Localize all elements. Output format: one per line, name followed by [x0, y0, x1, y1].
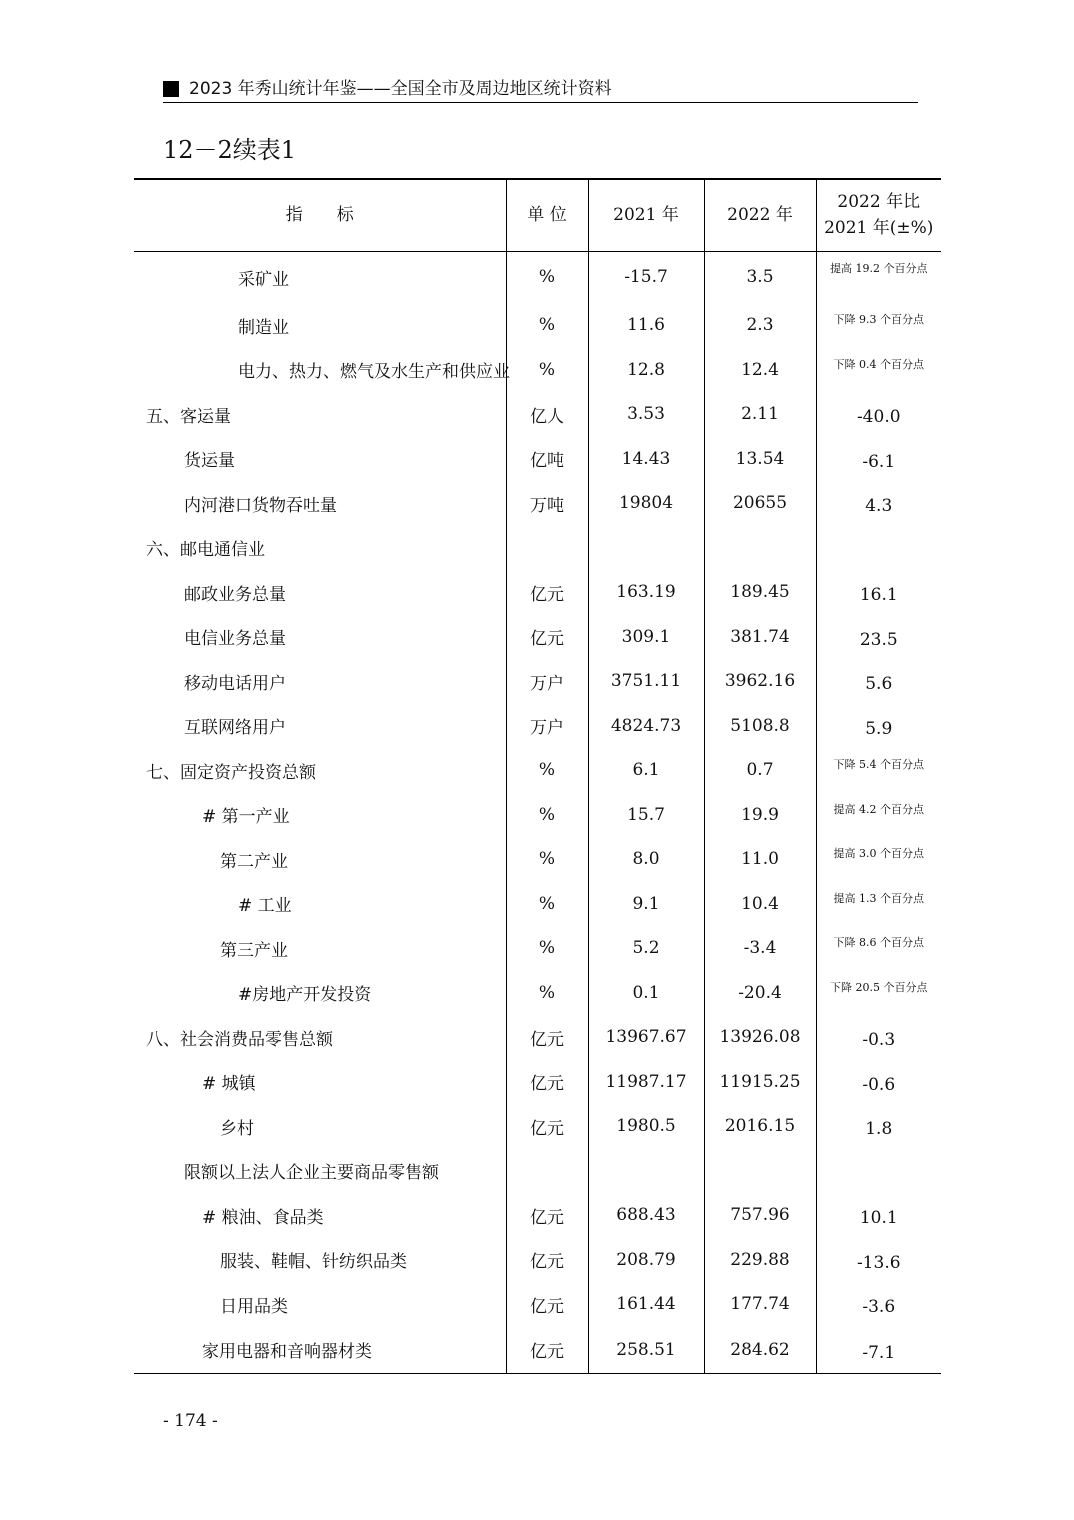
indicator-cell: 邮政业务总量 [184, 584, 286, 605]
indicator-cell: 五、客运量 [146, 406, 231, 427]
value-2021-cell [588, 526, 704, 571]
table-row [134, 303, 941, 348]
indicator-cell: 第二产业 [220, 851, 288, 872]
value-2022-cell: 2.3 [704, 303, 816, 348]
indicator-cell: 家用电器和音响器材类 [134, 1327, 506, 1374]
unit-cell: 亿元 [506, 615, 588, 660]
table-row [134, 1282, 941, 1327]
unit-cell: % [506, 348, 588, 393]
unit-cell [506, 526, 588, 571]
change-cell: -6.1 [816, 437, 941, 482]
value-2022-cell: 2016.15 [704, 1104, 816, 1149]
indicator-cell: 六、邮电通信业 [146, 540, 265, 561]
table-row [134, 437, 941, 482]
unit-cell: 万吨 [506, 481, 588, 526]
change-cell: 1.8 [816, 1104, 941, 1149]
value-2022-cell: 10.4 [704, 882, 816, 927]
running-header [163, 78, 918, 103]
unit-cell: 亿元 [506, 1327, 588, 1374]
value-2021-cell: 11.6 [588, 303, 704, 348]
value-2022-cell: -20.4 [704, 971, 816, 1016]
table-row [134, 1060, 941, 1105]
value-2022-cell: 19.9 [704, 793, 816, 838]
change-cell: 10.1 [816, 1193, 941, 1238]
indicator-cell: #房地产开发投资 [238, 985, 372, 1006]
indicator-cell: 第三产业 [220, 940, 288, 961]
statistics-table [134, 178, 941, 1374]
indicator-cell: 服装、鞋帽、针纺织品类 [220, 1252, 407, 1273]
indicator-cell: 电信业务总量 [184, 629, 286, 650]
value-2022-cell: 3.5 [704, 251, 816, 303]
change-cell: 23.5 [816, 615, 941, 660]
change-cell: 5.6 [816, 659, 941, 704]
value-2022-cell: 381.74 [704, 615, 816, 660]
indicator-cell: 八、社会消费品零售总额 [146, 1029, 333, 1050]
indicator-cell: 限额以上法人企业主要商品零售额 [184, 1163, 439, 1184]
table-row [134, 882, 941, 927]
indicator-cell: # 城镇 [202, 1074, 256, 1095]
unit-cell: % [506, 251, 588, 303]
unit-cell: 亿元 [506, 1238, 588, 1283]
indicator-cell: 货运量 [184, 451, 235, 472]
indicator-cell: 制造业 [238, 317, 289, 338]
change-cell: 提高 3.0 个百分点 [816, 837, 941, 882]
statistics-table-container [134, 178, 941, 1374]
value-2021-cell: 11987.17 [588, 1060, 704, 1105]
indicator-cell: 采矿业 [238, 269, 289, 290]
unit-cell: % [506, 303, 588, 348]
value-2022-cell: 11.0 [704, 837, 816, 882]
value-2021-cell: 6.1 [588, 748, 704, 793]
table-row [134, 837, 941, 882]
unit-cell: 亿元 [506, 570, 588, 615]
table-row [134, 793, 941, 838]
indicator-cell: # 粮油、食品类 [202, 1207, 324, 1228]
indicator-cell: 移动电话用户 [184, 673, 286, 694]
table-row [134, 348, 941, 393]
table-title: 12－2续表1 [163, 136, 297, 164]
unit-cell [506, 1149, 588, 1194]
unit-cell: 亿人 [506, 392, 588, 437]
value-2021-cell: 0.1 [588, 971, 704, 1016]
change-cell: 提高 19.2 个百分点 [816, 251, 941, 303]
value-2022-cell: 5108.8 [704, 704, 816, 749]
unit-cell: 万户 [506, 704, 588, 749]
unit-cell: 亿元 [506, 1015, 588, 1060]
column-header-2022: 2022 年 [704, 179, 816, 251]
table-row [134, 971, 941, 1016]
unit-cell: % [506, 971, 588, 1016]
value-2022-cell [704, 526, 816, 571]
table-row [134, 748, 941, 793]
value-2022-cell: -3.4 [704, 926, 816, 971]
value-2021-cell: 3.53 [588, 392, 704, 437]
indicator-cell: # 第一产业 [202, 807, 290, 828]
change-cell: -0.3 [816, 1015, 941, 1060]
change-cell: 提高 4.2 个百分点 [816, 793, 941, 838]
table-header-row [134, 179, 941, 251]
value-2021-cell: 8.0 [588, 837, 704, 882]
change-cell: 16.1 [816, 570, 941, 615]
value-2022-cell: 757.96 [704, 1193, 816, 1238]
value-2022-cell: 284.62 [704, 1327, 816, 1374]
unit-cell: % [506, 793, 588, 838]
change-cell: 下降 20.5 个百分点 [816, 971, 941, 1016]
table-row [134, 1238, 941, 1283]
value-2022-cell: 3962.16 [704, 659, 816, 704]
unit-cell: % [506, 748, 588, 793]
value-2022-cell: 0.7 [704, 748, 816, 793]
table-row [134, 1104, 941, 1149]
unit-cell: 亿元 [506, 1104, 588, 1149]
table-row [134, 926, 941, 971]
unit-cell: % [506, 882, 588, 927]
value-2021-cell: 309.1 [588, 615, 704, 660]
value-2021-cell: 14.43 [588, 437, 704, 482]
indicator-cell: 乡村 [220, 1118, 254, 1139]
value-2022-cell: 177.74 [704, 1282, 816, 1327]
value-2022-cell: 13926.08 [704, 1015, 816, 1060]
unit-cell: 亿元 [506, 1282, 588, 1327]
value-2021-cell: -15.7 [588, 251, 704, 303]
value-2022-cell: 12.4 [704, 348, 816, 393]
change-cell: 下降 0.4 个百分点 [816, 348, 941, 393]
header-square-icon [163, 81, 179, 97]
page-number: - 174 - [163, 1411, 218, 1431]
value-2021-cell: 1980.5 [588, 1104, 704, 1149]
table-row [134, 526, 941, 571]
table-row [134, 481, 941, 526]
value-2021-cell: 163.19 [588, 570, 704, 615]
change-cell: -7.1 [816, 1327, 941, 1374]
table-row [134, 1193, 941, 1238]
change-cell: -3.6 [816, 1282, 941, 1327]
value-2021-cell: 15.7 [588, 793, 704, 838]
value-2022-cell: 229.88 [704, 1238, 816, 1283]
change-cell: 4.3 [816, 481, 941, 526]
change-cell: -13.6 [816, 1238, 941, 1283]
table-row [134, 392, 941, 437]
table-row [134, 615, 941, 660]
value-2021-cell: 19804 [588, 481, 704, 526]
value-2021-cell: 258.51 [588, 1327, 704, 1374]
indicator-cell: 电力、热力、燃气及水生产和供应业 [238, 362, 510, 383]
value-2022-cell: 189.45 [704, 570, 816, 615]
table-row [134, 659, 941, 704]
value-2021-cell: 208.79 [588, 1238, 704, 1283]
unit-cell: % [506, 837, 588, 882]
value-2022-cell [704, 1149, 816, 1194]
column-header-indicator: 指 标 [134, 179, 506, 251]
value-2021-cell: 9.1 [588, 882, 704, 927]
value-2022-cell: 2.11 [704, 392, 816, 437]
change-cell: 提高 1.3 个百分点 [816, 882, 941, 927]
unit-cell: % [506, 926, 588, 971]
table-row [134, 1327, 941, 1374]
change-cell: 下降 9.3 个百分点 [816, 303, 941, 348]
unit-cell: 亿元 [506, 1193, 588, 1238]
value-2021-cell [588, 1149, 704, 1194]
change-cell [816, 526, 941, 571]
column-header-change [816, 179, 941, 251]
value-2021-cell: 161.44 [588, 1282, 704, 1327]
change-cell: 下降 5.4 个百分点 [816, 748, 941, 793]
table-row [134, 1015, 941, 1060]
change-cell: -0.6 [816, 1060, 941, 1105]
value-2022-cell: 13.54 [704, 437, 816, 482]
value-2022-cell: 20655 [704, 481, 816, 526]
indicator-cell: 内河港口货物吞吐量 [184, 495, 337, 516]
change-cell: 下降 8.6 个百分点 [816, 926, 941, 971]
table-row [134, 1149, 941, 1194]
value-2021-cell: 13967.67 [588, 1015, 704, 1060]
indicator-cell: 互联网络用户 [184, 718, 286, 739]
indicator-cell: # 工业 [238, 896, 292, 917]
unit-cell: 亿吨 [506, 437, 588, 482]
change-cell: -40.0 [816, 392, 941, 437]
table-row [134, 251, 941, 303]
table-row [134, 704, 941, 749]
change-cell: 5.9 [816, 704, 941, 749]
value-2021-cell: 3751.11 [588, 659, 704, 704]
value-2021-cell: 12.8 [588, 348, 704, 393]
value-2021-cell: 4824.73 [588, 704, 704, 749]
value-2021-cell: 5.2 [588, 926, 704, 971]
column-header-change-line2: 2021 年(±%) [824, 218, 934, 239]
value-2021-cell: 688.43 [588, 1193, 704, 1238]
table-row [134, 570, 941, 615]
indicator-cell: 七、固定资产投资总额 [146, 762, 316, 783]
indicator-cell: 日用品类 [220, 1296, 288, 1317]
change-cell [816, 1149, 941, 1194]
column-header-unit: 单 位 [506, 179, 588, 251]
column-header-change-line1: 2022 年比 [837, 192, 921, 213]
header-title: 2023 年秀山统计年鉴——全国全市及周边地区统计资料 [189, 79, 612, 99]
column-header-2021: 2021 年 [588, 179, 704, 251]
unit-cell: 万户 [506, 659, 588, 704]
value-2022-cell: 11915.25 [704, 1060, 816, 1105]
unit-cell: 亿元 [506, 1060, 588, 1105]
